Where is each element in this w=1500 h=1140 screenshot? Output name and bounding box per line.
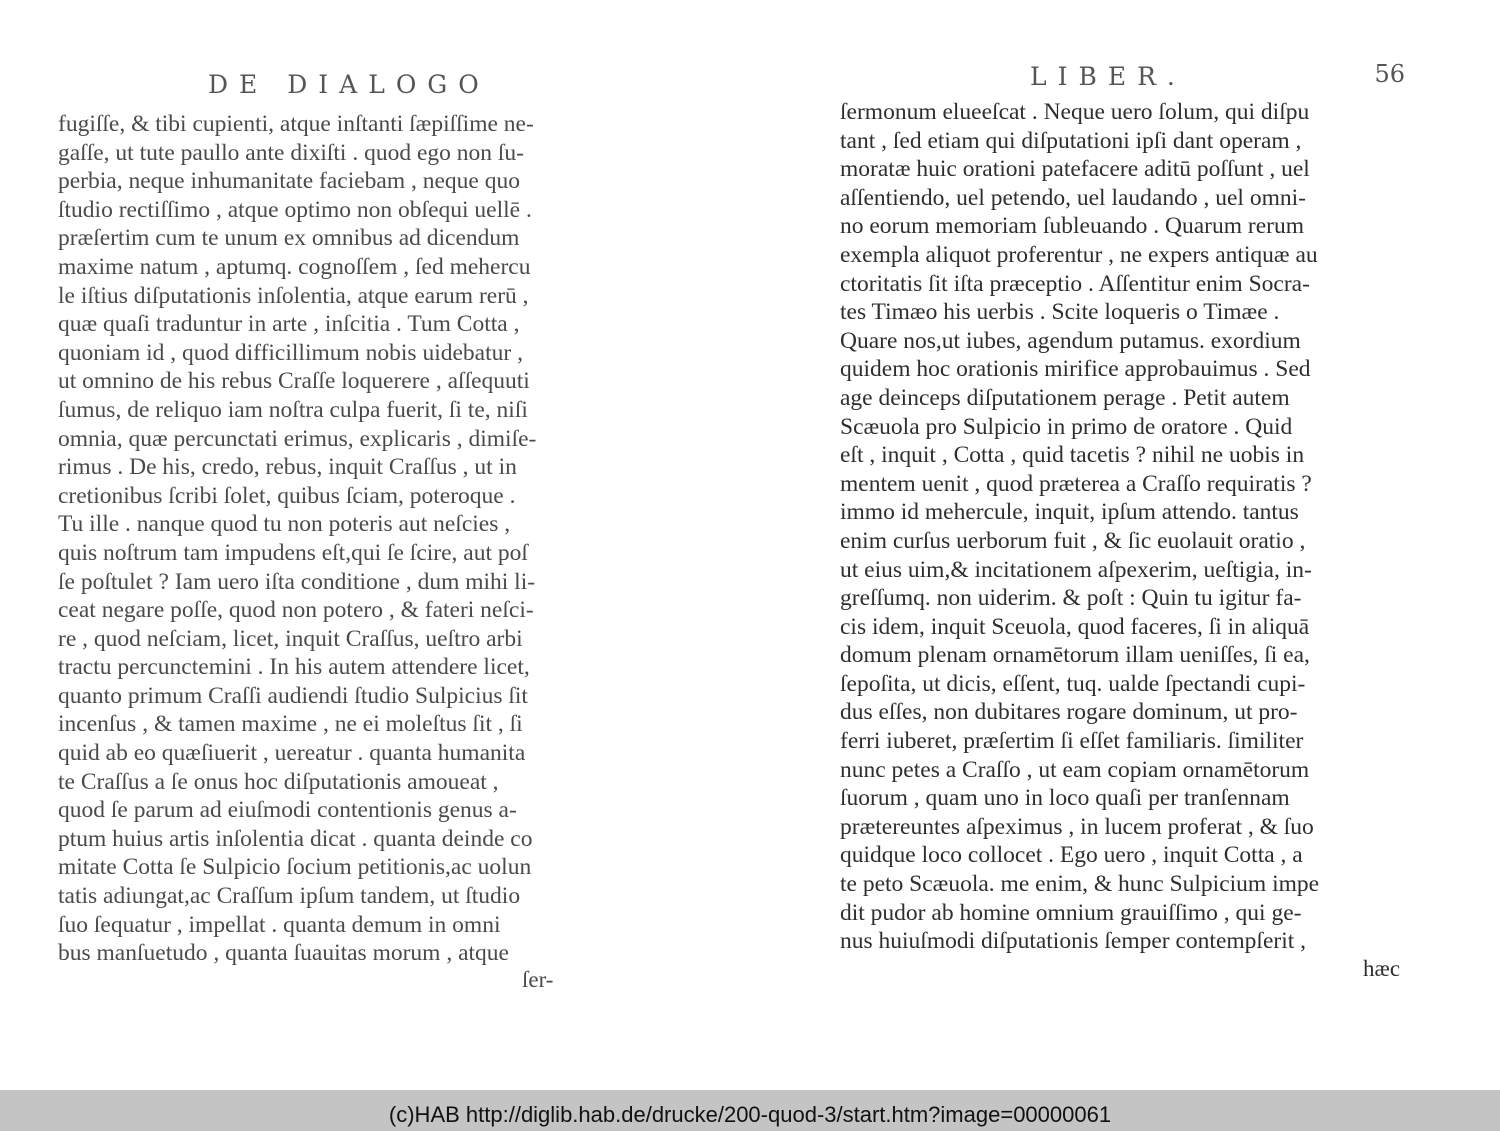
text-line: nus huiuſmodi diſputationis ſemper contempſerit , (840, 928, 1307, 955)
text-line: eſt , inquit , Cotta , quid tacetis ? nihil ne uobis in (840, 442, 1305, 469)
text-line: no eorum memoriam ſubleuando . Quarum rerum (840, 213, 1304, 240)
text-line: aſſentiendo, uel petendo, uel laudando , uel omni- (840, 184, 1306, 211)
text-line: quæ quaſi traduntur in arte , inſcitia . Tum Cotta , (58, 311, 520, 338)
text-line: bus manſuetudo , quanta ſuauitas morum , atque (58, 940, 509, 967)
text-line: moratæ huic orationi patefacere aditū poſſunt , uel (840, 156, 1310, 183)
text-line: te peto Scæuola. me enim, & hunc Sulpicium impe (840, 871, 1320, 898)
text-line: enim curſus uerborum fuit , & ſic euolauit oratio , (840, 527, 1306, 554)
text-line: mitate Cotta ſe Sulpicio ſocium petitionis,ac uolun (58, 854, 532, 881)
text-line: cis idem, inquit Sceuola, quod faceres, ſi in aliquā (840, 613, 1310, 640)
text-line: ctoritatis ſit iſta præceptio . Aſſentitur enim Socra- (840, 270, 1310, 297)
text-line: omnia, quæ percunctati erimus, explicaris , dimiſe- (58, 425, 537, 452)
text-line: dus eſſes, non dubitares rogare dominum, ut pro- (840, 699, 1298, 726)
text-line: prætereuntes aſpeximus , in lucem proferat , & ſuo (840, 813, 1314, 840)
text-line: tractu percunctemini . In his autem attendere licet, (58, 654, 530, 681)
text-line: rimus . De his, credo, rebus, inquit Craſſus , ut in (58, 454, 517, 481)
text-line: quid ab eo quæſiuerit , uereatur . quanta humanita (58, 740, 526, 767)
text-line: maxime natum , aptumq. cognoſſem , ſed mehercu (58, 253, 531, 280)
left-text-block (58, 110, 536, 968)
text-line: ptum huius artis inſolentia dicat . quanta deinde co (58, 825, 533, 852)
text-line: Scæuola pro Sulpicio in primo de oratore . Quid (840, 413, 1293, 440)
text-line: ferri iuberet, præſertim ſi eſſet familiaris. ſimiliter (840, 728, 1304, 755)
text-line: dit pudor ab homine omnium grauiſſimo , qui ge- (840, 899, 1302, 926)
text-line: nunc petes a Craſſo , ut eam copiam ornamētorum (840, 756, 1310, 783)
text-line: ſuorum , quam uno in loco quaſi per tranſennam (840, 785, 1290, 812)
text-line: Quare nos,ut iubes, agendum putamus. exordium (840, 327, 1301, 354)
text-line: ſtudio rectiſſimo , atque optimo non obſequi uellē . (58, 196, 532, 223)
text-line: præſertim cum te unum ex omnibus ad dicendum (58, 225, 520, 252)
text-line: mentem uenit , quod præterea a Craſſo requiratis ? (840, 470, 1312, 497)
text-line: cretionibus ſcribi ſolet, quibus ſciam, poteroque . (58, 482, 516, 509)
left-running-head: DE DIALOGO (208, 70, 490, 99)
text-line: incenſus , & tamen maxime , ne ei moleſtus ſit , ſi (58, 711, 523, 738)
text-line: immo id mehercule, inquit, ipſum attendo. tantus (840, 499, 1299, 526)
text-line: age deinceps diſputationem perage . Petit autem (840, 384, 1290, 411)
text-line: ſe poſtulet ? Iam uero iſta conditione , dum mihi li- (58, 568, 536, 595)
left-catchword: ſer- (522, 967, 554, 992)
text-line: fugiſſe, & tibi cupienti, atque inſtanti ſæpiſſime ne- (58, 111, 534, 137)
text-line: le iſtius diſputationis inſolentia, atque earum rerū , (58, 282, 529, 309)
text-line: quidque loco collocet . Ego uero , inquit Cotta , a (840, 842, 1303, 869)
text-line: quidem hoc orationis mirifice approbauimus . Sed (840, 356, 1311, 383)
text-line: ut eius uim,& incitationem aſpexerim, ueſtigia, in- (840, 556, 1312, 583)
text-line: re , quod neſciam, licet, inquit Craſſus, ueſtro arbi (58, 625, 523, 652)
text-line: quanto primum Craſſi audiendi ſtudio Sulpicius ſit (58, 682, 528, 709)
text-line: quis noſtrum tam impudens eſt,qui ſe ſcire, aut poſ (58, 539, 528, 566)
right-catchword: hæc (1363, 956, 1401, 981)
text-line: domum plenam ornamētorum illam ueniſſes, ſi ea, (840, 642, 1310, 669)
text-line: ſepoſita, ut dicis, eſſent, tuq. ualde ſpectandi cupi- (840, 670, 1306, 697)
text-line: gaſſe, ut tute paullo ante dixiſti . quod ego non ſu- (58, 139, 524, 166)
text-line: tatis adiungat,ac Craſſum ipſum tandem, ut ſtudio (58, 883, 521, 910)
text-line: te Craſſus a ſe onus hoc diſputationis amoueat , (58, 768, 499, 795)
right-text-block (840, 98, 1319, 956)
text-line: ſuo ſequatur , impellat . quanta demum in omni (58, 911, 501, 938)
text-line: tes Timæo his uerbis . Scite loqueris o Timæe . (840, 299, 1280, 326)
text-line: tant , ſed etiam qui diſputationi ipſi dant operam , (840, 127, 1302, 154)
text-line: Tu ille . nanque quod tu non poteris aut neſcies , (58, 511, 511, 538)
text-line: greſſumq. non uiderim. & poſt : Quin tu igitur fa- (840, 585, 1302, 612)
text-line: ſermonum elueeſcat . Neque uero ſolum, qui diſpu (840, 99, 1310, 125)
text-line: quoniam id , quod difficillimum nobis uidebatur , (58, 339, 523, 366)
text-line: quod ſe parum ad eiuſmodi contentionis genus a- (58, 797, 517, 824)
text-line: ut omnino de his rebus Craſſe loquerere , aſſequuti (58, 368, 530, 395)
text-line: perbia, neque inhumanitate faciebam , neque quo (58, 168, 520, 195)
copyright-footer: (c)HAB http://diglib.hab.de/drucke/200-quod-3/start.htm?image=00000061 (0, 1090, 1500, 1131)
text-line: ſumus, de reliquo iam noſtra culpa fuerit, ſi te, niſi (58, 396, 528, 423)
text-line: exempla aliquot proferentur , ne expers antiquæ au (840, 241, 1318, 268)
folio-number: 56 (1374, 60, 1405, 88)
text-line: ceat negare poſſe, quod non potero , & fateri neſci- (58, 597, 534, 624)
right-running-head: LIBER. (1030, 62, 1186, 91)
